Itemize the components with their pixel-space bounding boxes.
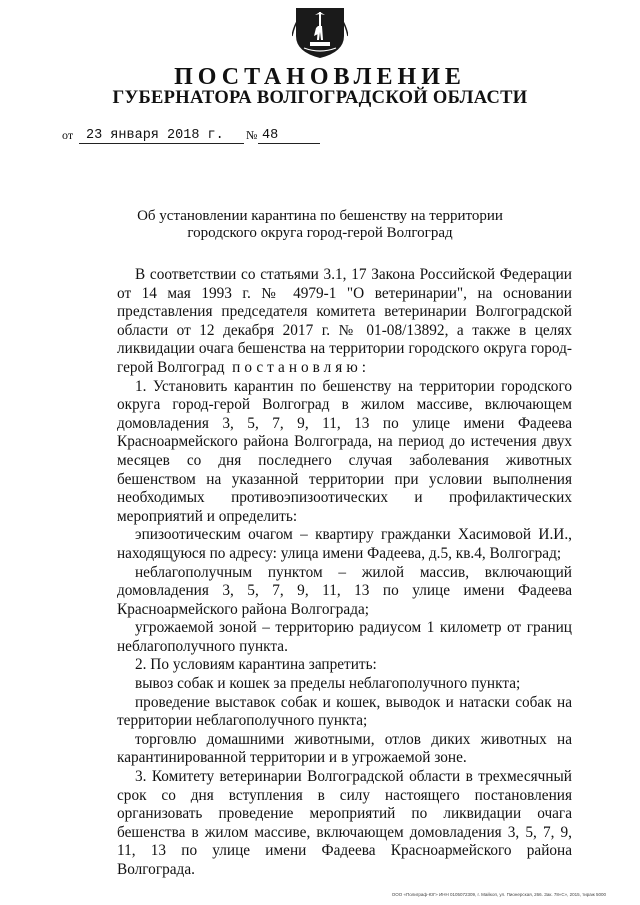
- print-info: ООО «Полиграф-ЮГ» ИНН 0105072309, г. Майкоп, ул. Пионерская, 266. Зак. 78«С», 2015, тираж 5000: [391, 892, 606, 897]
- paragraph-3: 3. Комитету ветеринарии Волгоградской области в трехмесячный срок со дня вступления в силу настоящего постановления организовать проведение мероприятий по ликвидации очага бешенства в жилом массиве, включающем домовладения 3, 5, 7, 9, 11, 13 по улице имени Фадеева Красноармейского района Волгограда.: [117, 768, 572, 878]
- paragraph-1a: эпизоотическим очагом – квартиру гражданки Хасимовой И.И., находящуюся по адресу: улица имени Фадеева, д.5, кв.4, Волгоград;: [117, 526, 572, 562]
- date-from-label: от: [62, 128, 74, 142]
- heading-line-2: городского округа город-герой Волгоград: [187, 225, 453, 241]
- number-label: №: [246, 128, 258, 142]
- document-date: 23 января 2018 г.: [86, 128, 224, 143]
- preamble-text: В соответствии со статьями 3.1, 17 Закона Российской Федерации от 14 мая 1993 г. № 4979-1 "О ветеринарии", на основании представления председателя комитета ветеринарии Волгоградской области от 12 декабря 2017 г. № 01-08/13892, а также в целях ликвидации очага бешенства на территории городского округа город-герой Волгоград: [117, 266, 572, 376]
- date-underline: [79, 143, 244, 144]
- paragraph-2b: проведение выставок собак и кошек, выводок и натаски собак на территории неблагополучного пункта;: [117, 693, 572, 730]
- preamble-paragraph: [117, 266, 572, 378]
- document-title: ПОСТАНОВЛЕНИЕ: [174, 64, 466, 90]
- paragraph-2c: торговлю домашними животными, отлов диких животных на карантинированной территории и в угрожаемой зоне.: [117, 730, 572, 767]
- resolve-word: постановляю:: [232, 358, 371, 376]
- paragraph-1c: угрожаемой зоной – территорию радиусом 1 километр от границ неблагополучного пункта.: [117, 619, 572, 655]
- date-number-line: [62, 124, 342, 146]
- paragraph-1b: неблагополучным пунктом – жилой массив, включающий домовладения 3, 5, 7, 9, 11, 13 по улице имени Фадеева Красноармейского района Волгограда;: [117, 563, 572, 618]
- heading-line-1: Об установлении карантина по бешенству на территории: [137, 208, 503, 224]
- paragraph-2: 2. По условиям карантина запретить:: [135, 656, 377, 674]
- coat-of-arms-icon: [292, 6, 348, 60]
- document-number: 48: [262, 128, 279, 143]
- document-subtitle: ГУБЕРНАТОРА ВОЛГОГРАДСКОЙ ОБЛАСТИ: [112, 88, 528, 108]
- number-underline: [258, 143, 320, 144]
- document-body: [117, 266, 572, 880]
- document-heading: [120, 208, 520, 242]
- paragraph-1: 1. Установить карантин по бешенству на территории городского округа город-герой Волгоград в жилом массиве, включающем домовладения 3, 5, 7, 9, 11, 13 по улице имени Фадеева Красноармейского района Волгограда, на период до истечения двух месяцев со дня последнего случая заболевания животных бешенством на указанной территории при условии выполнения необходимых противоэпизоотических и профилактических мероприятий и определить:: [117, 377, 572, 525]
- paragraph-2a: вывоз собак и кошек за пределы неблагополучного пункта;: [135, 675, 521, 693]
